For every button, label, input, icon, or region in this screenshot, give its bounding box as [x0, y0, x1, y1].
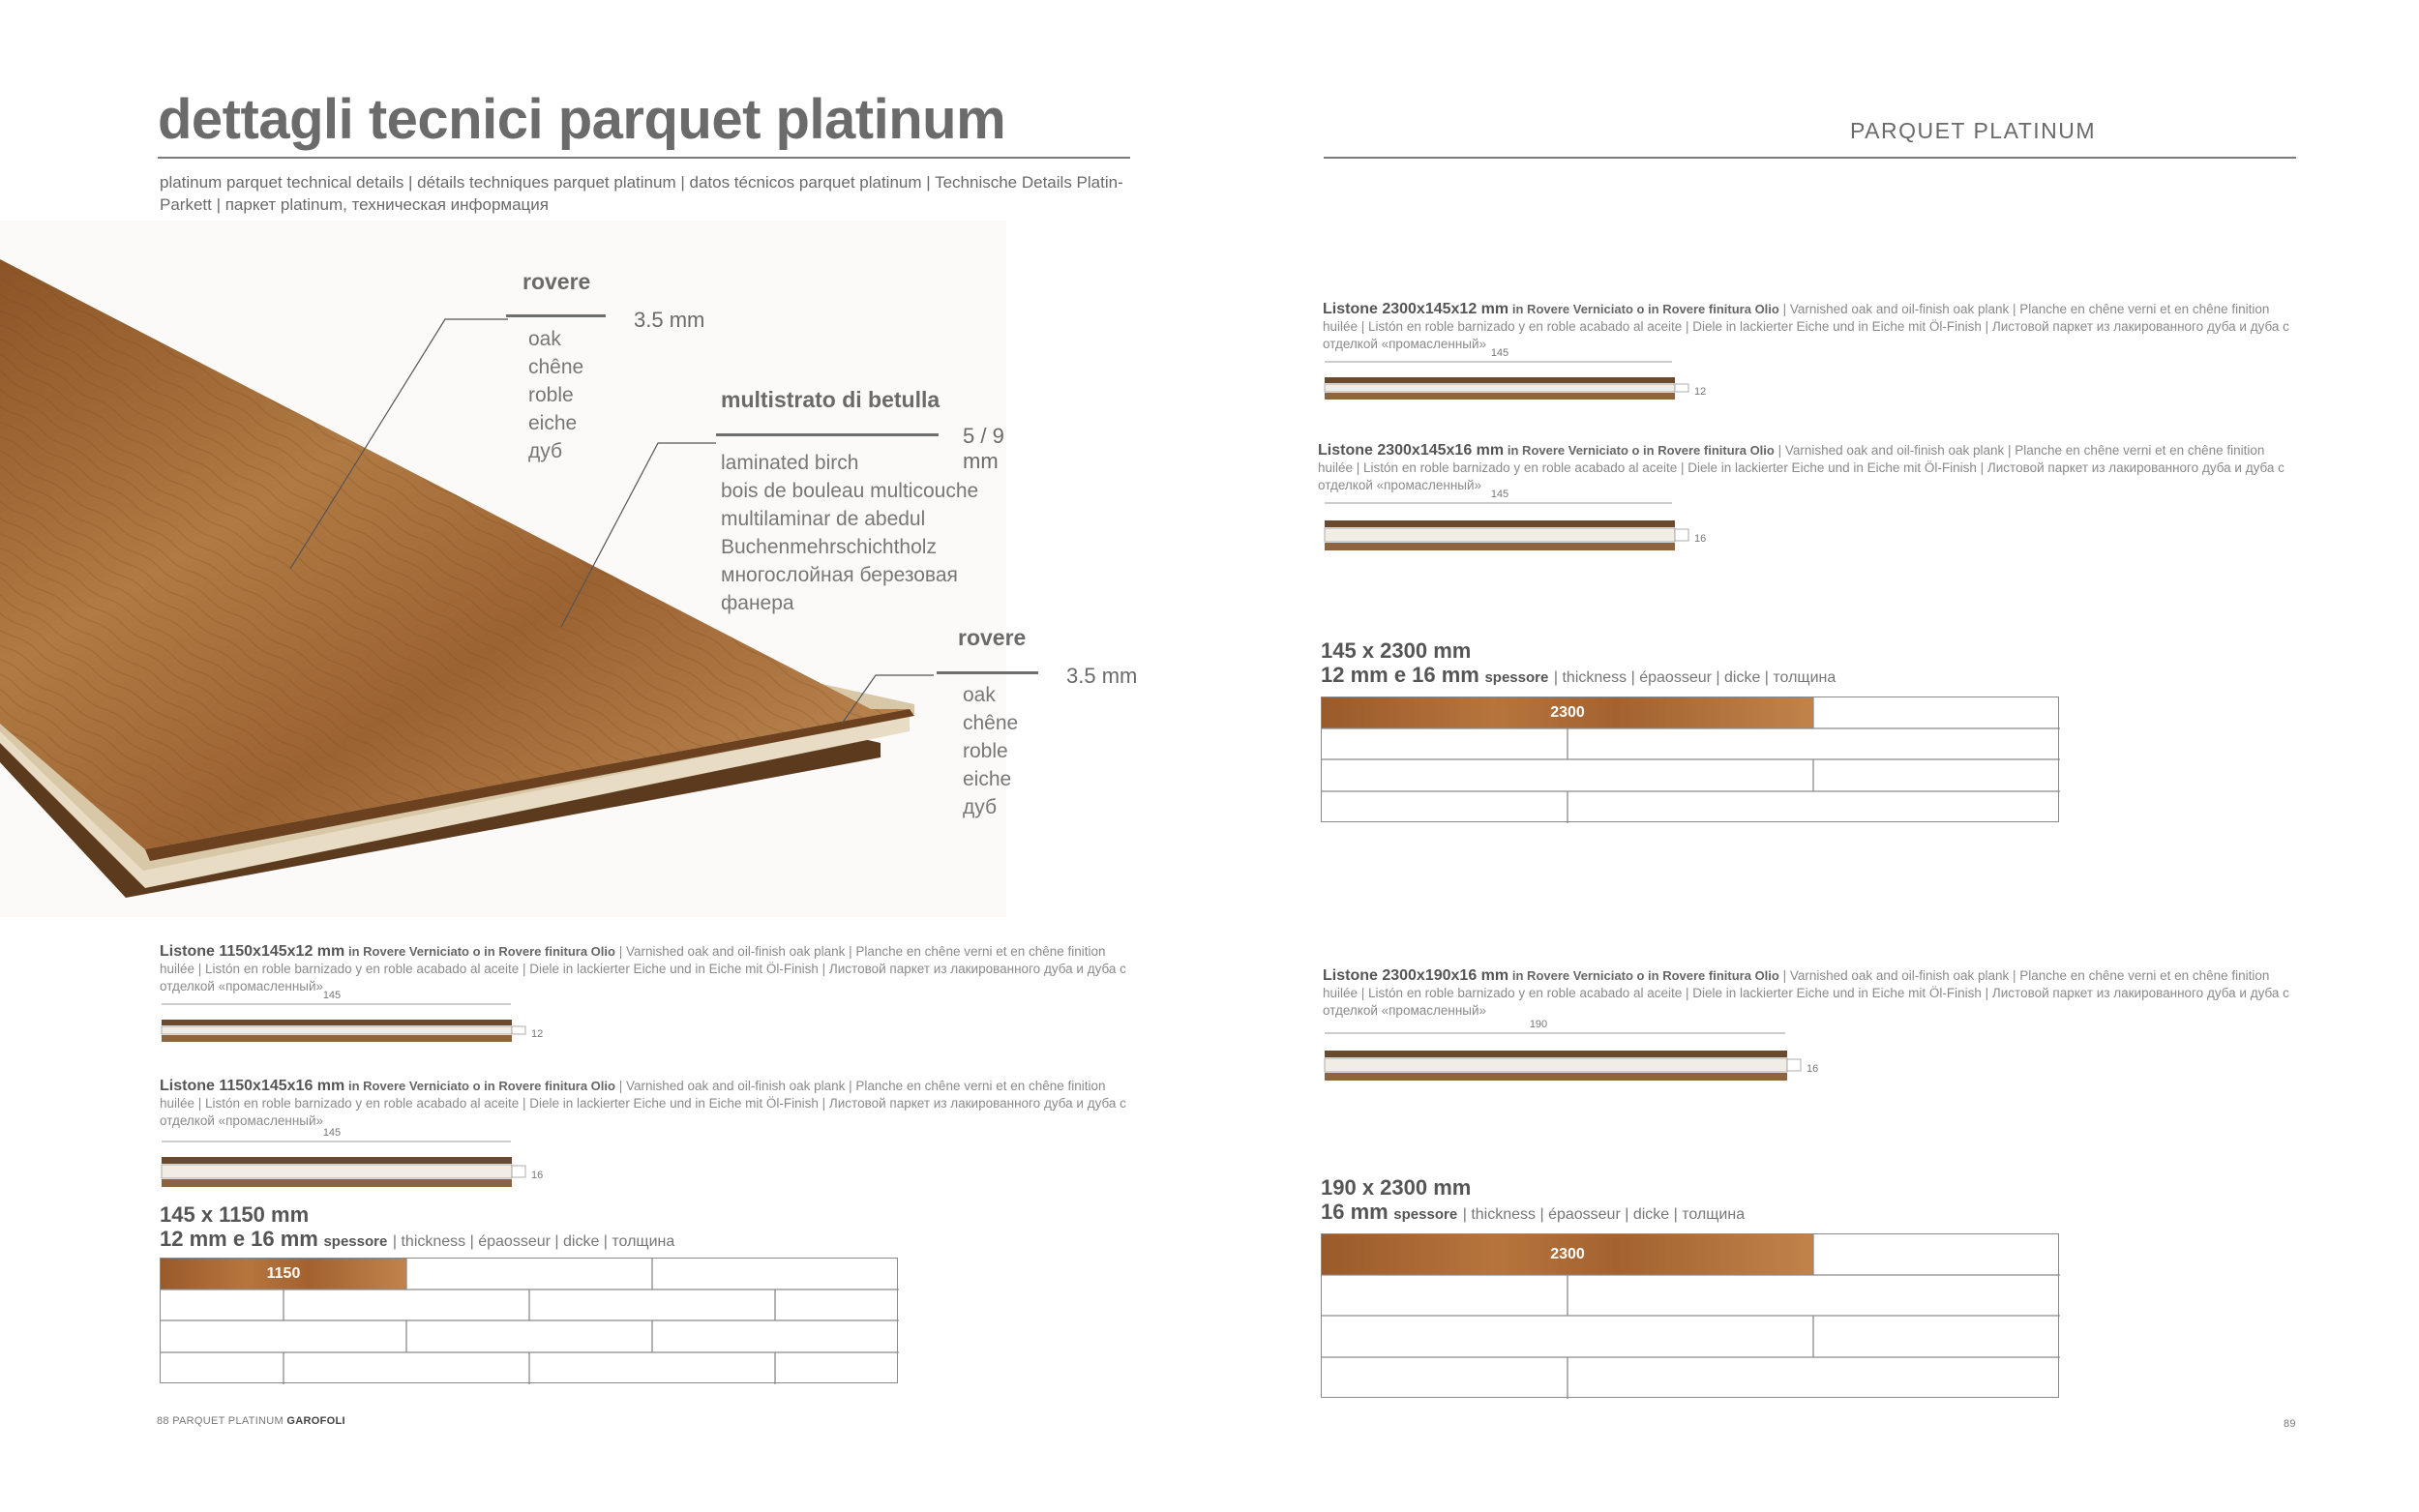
profile-width-label: 145 [1490, 347, 1509, 359]
right-header-rule [1324, 157, 2296, 159]
product-code: Listone 1150x145x12 mm [160, 943, 345, 960]
product-translations: | Varnished oak and oil-finish oak plank | Planche en chêne verni et en chêne finition huilée | Listón en roble barnizado y en roble acabado al aceite | Diele in lackierter Eiche und in Eiche mit Öl-Finish | Листовой паркет из лакированного дуба и дуба с отделкой «промасленный» [1323, 968, 2289, 1018]
name-item: дуб [963, 796, 998, 818]
plank-illustration [0, 221, 1027, 917]
name-item: roble [528, 384, 574, 406]
name-item: oak [963, 684, 996, 706]
sample-plank: 2300 [1322, 1234, 1813, 1275]
product-finish: in Rovere Verniciato o in Rovere finitura Olio [1511, 302, 1779, 316]
sample-plank: 2300 [1322, 697, 1813, 728]
name-item: eiche [963, 768, 1012, 790]
product-finish: in Rovere Verniciato o in Rovere finitura Olio [348, 944, 615, 959]
top-layer-names [528, 325, 583, 465]
page-title: dettagli tecnici parquet platinum [158, 88, 1006, 151]
thickness-value: 16 mm [1321, 1200, 1389, 1224]
plank-profile-drawing [1321, 344, 1717, 407]
size-thickness [1321, 663, 1836, 691]
name-item: multilaminar de abedul [721, 508, 926, 530]
plank-profile-drawing [158, 1124, 554, 1197]
thickness-label: spessore [323, 1233, 388, 1250]
profile-width-label: 145 [322, 1127, 342, 1139]
product-code: Listone 2300x145x16 mm [1318, 442, 1505, 459]
name-item: Buchenmehrschichtholz [721, 536, 937, 558]
size-dimensions: 190 x 2300 mm [1321, 1175, 1472, 1200]
name-item: дуб [528, 440, 563, 462]
middle-layer-names [721, 449, 978, 617]
thickness-label: spessore [1393, 1206, 1458, 1223]
sample-plank: 1150 [161, 1259, 406, 1290]
profile-width-label: 145 [1490, 489, 1509, 500]
footer-label: 88 PARQUET PLATINUM [157, 1415, 284, 1427]
size-thickness [1321, 1200, 1745, 1228]
thickness-translations: | thickness | épaosseur | dicke | толщина [392, 1233, 675, 1250]
product-translations: | Varnished oak and oil-finish oak plank | Planche en chêne verni et en chêne finition huilée | Listón en roble barnizado y en roble acabado al aceite | Diele in lackierter Eiche und in Eiche mit Öl-Finish | Листовой паркет из лакированного дуба и дуба с отделкой «промасленный» [160, 1079, 1126, 1128]
laying-pattern-grid [1321, 697, 2059, 822]
size-dimensions: 145 x 2300 mm [1321, 638, 1472, 663]
footer-left [157, 1415, 345, 1427]
name-item: многослойная березовая [721, 564, 958, 586]
name-item: chêne [528, 356, 584, 378]
subtitle: platinum parquet technical details | détails techniques parquet platinum | datos técnicos parquet platinum | Technische Details Platin-Parkett | паркет platinum, техническая информация [160, 173, 1123, 214]
product-finish: in Rovere Verniciato o in Rovere finitura Olio [1507, 443, 1775, 458]
laying-pattern-grid [1321, 1233, 2059, 1398]
product-code: Listone 1150x145x16 mm [160, 1078, 345, 1094]
top-layer-rule [506, 314, 606, 317]
product-translations: | Varnished oak and oil-finish oak plank | Planche en chêne verni et en chêne finition huilée | Listón en roble barnizado y en roble acabado al aceite | Diele in lackierter Eiche und in Eiche mit Öl-Finish | Листовой паркет из лакированного дуба и дуба с отделкой «промасленный» [1323, 302, 2289, 351]
profile-thickness-label: 16 [1694, 533, 1707, 545]
grid-lines [161, 1259, 899, 1384]
thickness-label: spessore [1484, 669, 1549, 686]
name-item: eiche [528, 412, 578, 434]
middle-layer-title: multistrato di betulla [721, 387, 941, 412]
bottom-layer-names [963, 681, 1018, 821]
size-thickness [160, 1227, 674, 1255]
profile-width-label: 190 [1529, 1019, 1548, 1030]
laying-pattern-grid [160, 1258, 898, 1383]
middle-layer-rule [716, 433, 939, 436]
profile-thickness-label: 16 [1807, 1063, 1819, 1075]
right-page-header: PARQUET PLATINUM [1850, 118, 2097, 143]
name-item: oak [528, 328, 561, 350]
thickness-value: 12 mm e 16 mm [1321, 663, 1479, 687]
thickness-translations: | thickness | épaosseur | dicke | толщина [1462, 1206, 1746, 1223]
product-finish: in Rovere Verniciato o in Rovere finitura Olio [1511, 968, 1779, 983]
top-layer-title: rovere [523, 269, 591, 294]
thickness-value: 12 mm e 16 mm [160, 1227, 318, 1251]
grid-lines [1322, 697, 2060, 823]
profile-thickness-label: 12 [531, 1028, 544, 1040]
middle-layer-thickness: 5 / 9 mm [963, 424, 1004, 473]
plank-profile-drawing [1321, 486, 1717, 563]
bottom-layer-thickness: 3.5 mm [1066, 664, 1138, 688]
plank-profile-drawing [158, 987, 554, 1050]
name-item: bois de bouleau multicouche [721, 480, 979, 502]
name-item: roble [963, 740, 1008, 762]
footer-brand: GAROFOLI [286, 1415, 345, 1427]
page-number: 89 [2284, 1418, 2296, 1430]
grid-lines [1322, 1234, 2060, 1399]
size-dimensions: 145 x 1150 mm [160, 1202, 310, 1227]
product-finish: in Rovere Verniciato o in Rovere finitura Olio [348, 1079, 615, 1093]
product-code: Listone 2300x145x12 mm [1323, 301, 1509, 317]
thickness-translations: | thickness | épaosseur | dicke | толщина [1553, 669, 1837, 686]
name-item: chêne [963, 712, 1019, 734]
product-translations: | Varnished oak and oil-finish oak plank | Planche en chêne verni et en chêne finition huilée | Listón en roble barnizado y en roble acabado al aceite | Diele in lackierter Eiche und in Eiche mit Öl-Finish | Листовой паркет из лакированного дуба и дуба с отделкой «промасленный» [160, 944, 1126, 993]
product-translations: | Varnished oak and oil-finish oak plank | Planche en chêne verni et en chêne finition huilée | Listón en roble barnizado y en roble acabado al aceite | Diele in lackierter Eiche und in Eiche mit Öl-Finish | Листовой паркет из лакированного дуба и дуба с отделкой «промасленный» [1318, 443, 2285, 492]
product-description [1323, 967, 2300, 1020]
product-code: Listone 2300x190x16 mm [1323, 967, 1509, 984]
title-rule [158, 157, 1130, 159]
profile-width-label: 145 [322, 990, 342, 1001]
profile-thickness-label: 12 [1694, 386, 1707, 398]
profile-thickness-label: 16 [531, 1170, 544, 1181]
bottom-layer-rule [937, 671, 1038, 674]
plank-profile-drawing [1321, 1016, 1824, 1093]
name-item: фанера [721, 592, 794, 614]
bottom-layer-title: rovere [958, 625, 1027, 650]
product-description [160, 1078, 1137, 1130]
name-item: laminated birch [721, 452, 859, 474]
top-layer-thickness: 3.5 mm [634, 308, 705, 332]
